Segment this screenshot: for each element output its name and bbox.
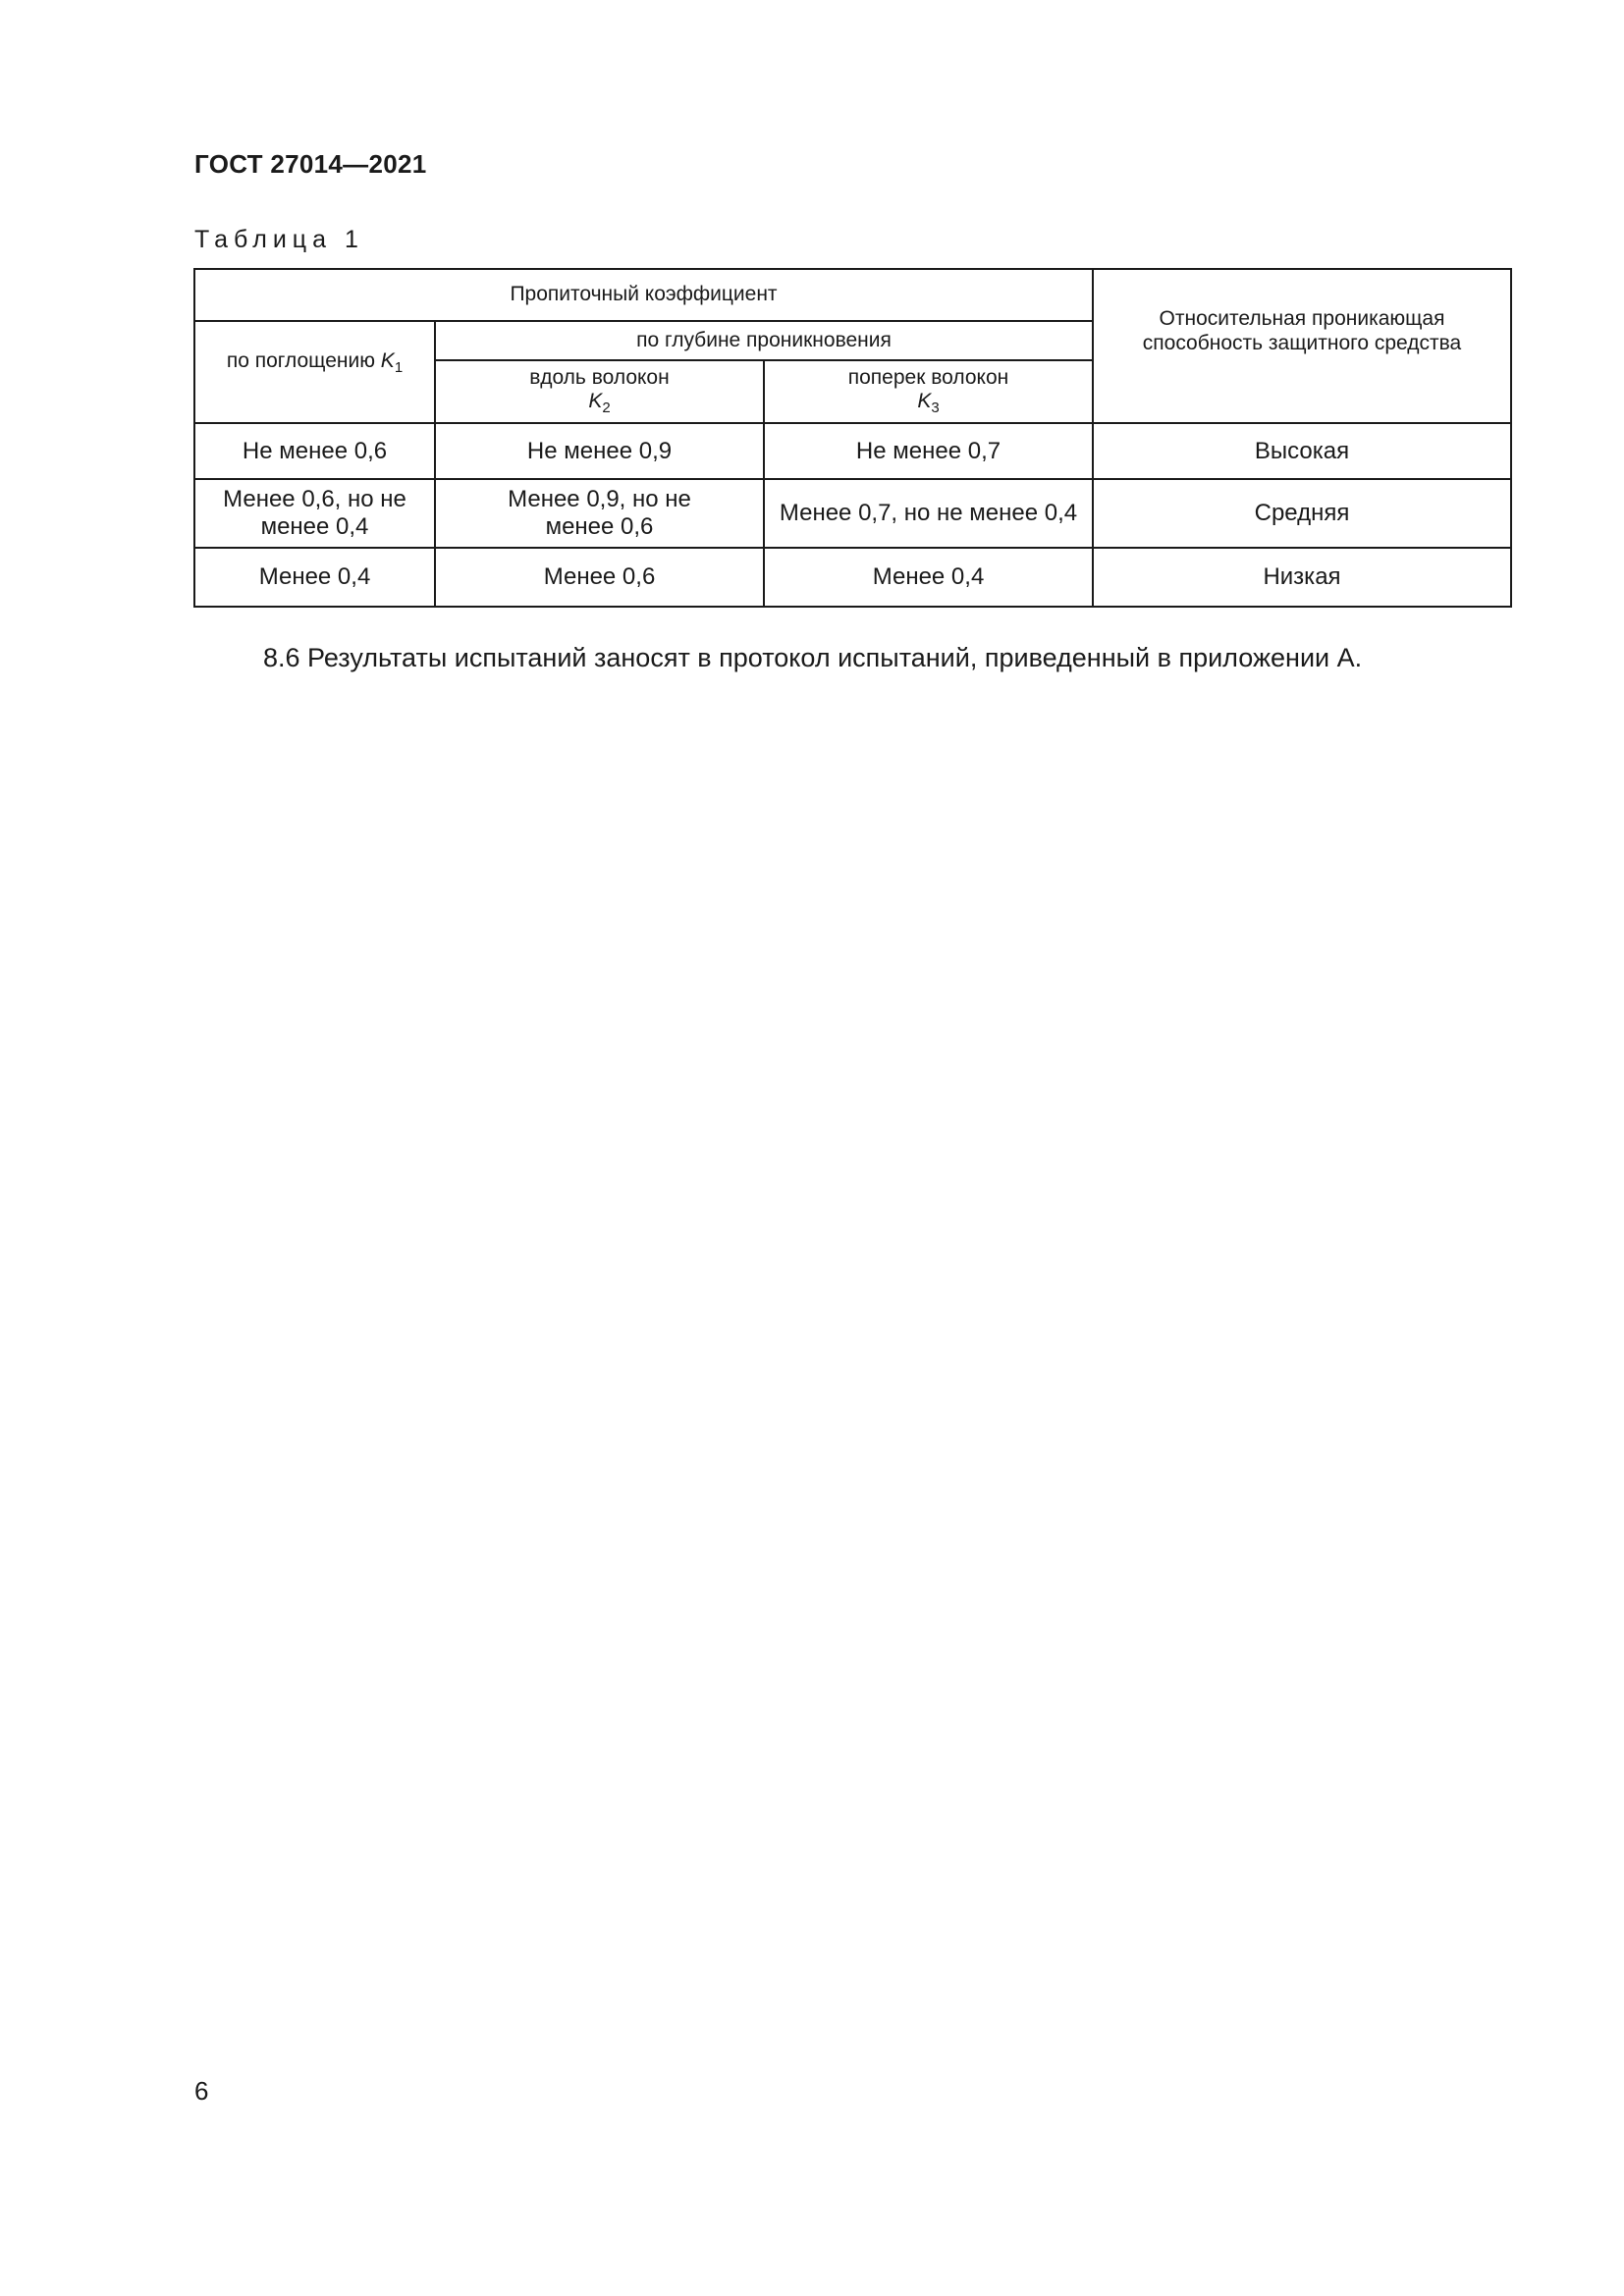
table-cell: Не менее 0,6 <box>194 423 435 479</box>
table-cell: Высокая <box>1093 423 1511 479</box>
table-cell: Менее 0,4 <box>764 548 1093 607</box>
header-across-fibers <box>764 360 1093 423</box>
table-cell: Менее 0,4 <box>194 548 435 607</box>
table-cell: Менее 0,6, но не менее 0,4 <box>194 479 435 548</box>
header-depth: по глубине проникновения <box>435 321 1093 360</box>
header-along-symbol: K <box>588 390 603 413</box>
header-across-label: поперек волокон <box>847 366 1009 390</box>
header-absorption-subscript: 1 <box>394 359 404 377</box>
table-header-row-1 <box>194 269 1511 321</box>
table-row <box>194 479 1511 548</box>
header-impregnation-coefficient: Пропиточный коэффициент <box>194 269 1093 321</box>
table-cell: Менее 0,7, но не менее 0,4 <box>764 479 1093 548</box>
table-row <box>194 548 1511 607</box>
header-absorption-label: по поглощению <box>226 349 375 373</box>
page-number: 6 <box>194 2076 209 2106</box>
header-absorption-symbol: K <box>380 349 395 373</box>
table-row <box>194 423 1511 479</box>
impregnation-table <box>193 268 1512 608</box>
table-cell: Менее 0,6 <box>435 548 764 607</box>
header-along-fibers <box>435 360 764 423</box>
table-cell: Не менее 0,9 <box>435 423 764 479</box>
header-absorption <box>194 321 435 423</box>
table-cell: Менее 0,9, но не менее 0,6 <box>435 479 764 548</box>
header-along-subscript: 2 <box>602 400 611 417</box>
header-across-subscript: 3 <box>931 400 940 417</box>
header-relative-penetration: Относительная проникающая способность защитного средства <box>1093 269 1511 423</box>
table-cell: Низкая <box>1093 548 1511 607</box>
header-along-label: вдоль волокон <box>529 366 670 390</box>
table-cell: Не менее 0,7 <box>764 423 1093 479</box>
document-code: ГОСТ 27014—2021 <box>194 149 427 179</box>
table-cell: Средняя <box>1093 479 1511 548</box>
paragraph-8-6: 8.6 Результаты испытаний заносят в протокол испытаний, приведенный в приложении А. <box>263 643 1363 672</box>
header-across-symbol: K <box>917 390 932 413</box>
table-caption: Таблица 1 <box>194 226 364 253</box>
